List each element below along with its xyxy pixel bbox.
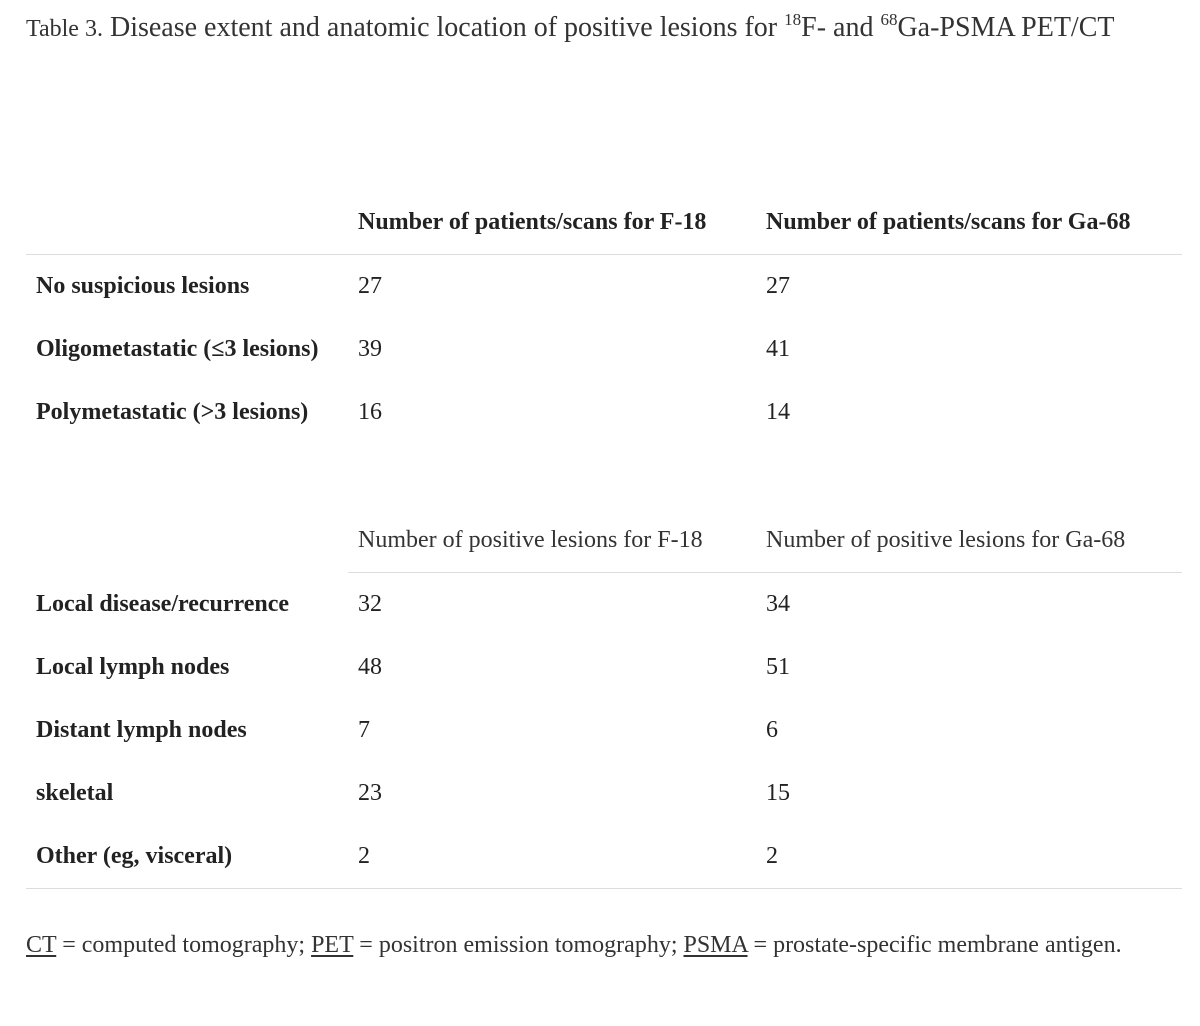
cell-ga68: 27: [766, 273, 790, 299]
row-label: Local lymph nodes: [36, 654, 230, 680]
caption-text-before: Disease extent and anatomic location of positive lesions for: [109, 12, 778, 43]
cell-ga68: 41: [766, 336, 790, 362]
cell-f18: 16: [358, 399, 382, 425]
table-row: [26, 825, 1182, 889]
cell-f18: 7: [358, 717, 370, 743]
section2-header-ga68: Number of positive lesions for Ga-68: [756, 508, 1182, 573]
footnote-def-pet: = positron emission tomography;: [353, 932, 684, 958]
caption-superscript-18: 18: [784, 10, 802, 29]
section2-header-blank: [26, 508, 348, 573]
cell-f18: 2: [348, 825, 756, 889]
section-spacer: [26, 444, 1182, 508]
row-label: Oligometastatic (≤3 lesions): [36, 336, 319, 362]
table-caption: [26, 8, 1176, 49]
abbr-pet-link[interactable]: PET: [311, 932, 354, 958]
row-label: No suspicious lesions: [36, 273, 250, 299]
abbr-psma-link[interactable]: PSMA: [683, 932, 748, 958]
cell-ga68: 34: [766, 591, 790, 617]
cell-ga68: 51: [766, 654, 790, 680]
table-row: [26, 255, 1182, 319]
footnote-def-psma: = prostate-specific membrane antigen.: [747, 932, 1122, 958]
cell-ga68: 2: [756, 825, 1182, 889]
cell-f18: 39: [358, 336, 382, 362]
row-label: Local disease/recurrence: [36, 590, 290, 617]
caption-text-middle: F- and: [801, 12, 874, 43]
section2-header-row: [26, 508, 1182, 573]
cell-ga68: 15: [766, 780, 790, 806]
table-label: Table 3.: [26, 16, 103, 42]
section1-header-row: [26, 190, 1182, 255]
section1-header-f18: Number of patients/scans for F-18: [348, 190, 756, 255]
section2-header-f18: Number of positive lesions for F-18: [348, 508, 756, 573]
cell-f18: 27: [358, 273, 382, 299]
footnote-def-ct: = computed tomography;: [56, 932, 312, 958]
cell-f18: 23: [358, 780, 382, 806]
results-table: [26, 190, 1182, 889]
table-row: [26, 636, 1182, 699]
row-label: Other (eg, visceral): [26, 825, 348, 889]
table-row: [26, 381, 1182, 444]
abbr-ct-link[interactable]: CT: [26, 932, 57, 958]
row-label: skeletal: [36, 780, 114, 806]
row-label: Distant lymph nodes: [36, 717, 247, 743]
cell-f18: 48: [358, 654, 382, 680]
section1-header-blank: [26, 190, 348, 255]
table-row: [26, 699, 1182, 762]
cell-ga68: 6: [766, 717, 778, 743]
section1-header-ga68: Number of patients/scans for Ga-68: [756, 190, 1182, 255]
caption-text-after: Ga-PSMA PET/CT: [897, 12, 1115, 43]
cell-f18: 32: [358, 591, 382, 617]
caption-superscript-68: 68: [880, 10, 898, 29]
table-row: [26, 318, 1182, 381]
row-label: Polymetastatic (>3 lesions): [36, 399, 309, 425]
table-footnote: [26, 922, 1176, 968]
table-row: [26, 573, 1182, 637]
cell-ga68: 14: [766, 399, 790, 425]
table-row: [26, 762, 1182, 825]
